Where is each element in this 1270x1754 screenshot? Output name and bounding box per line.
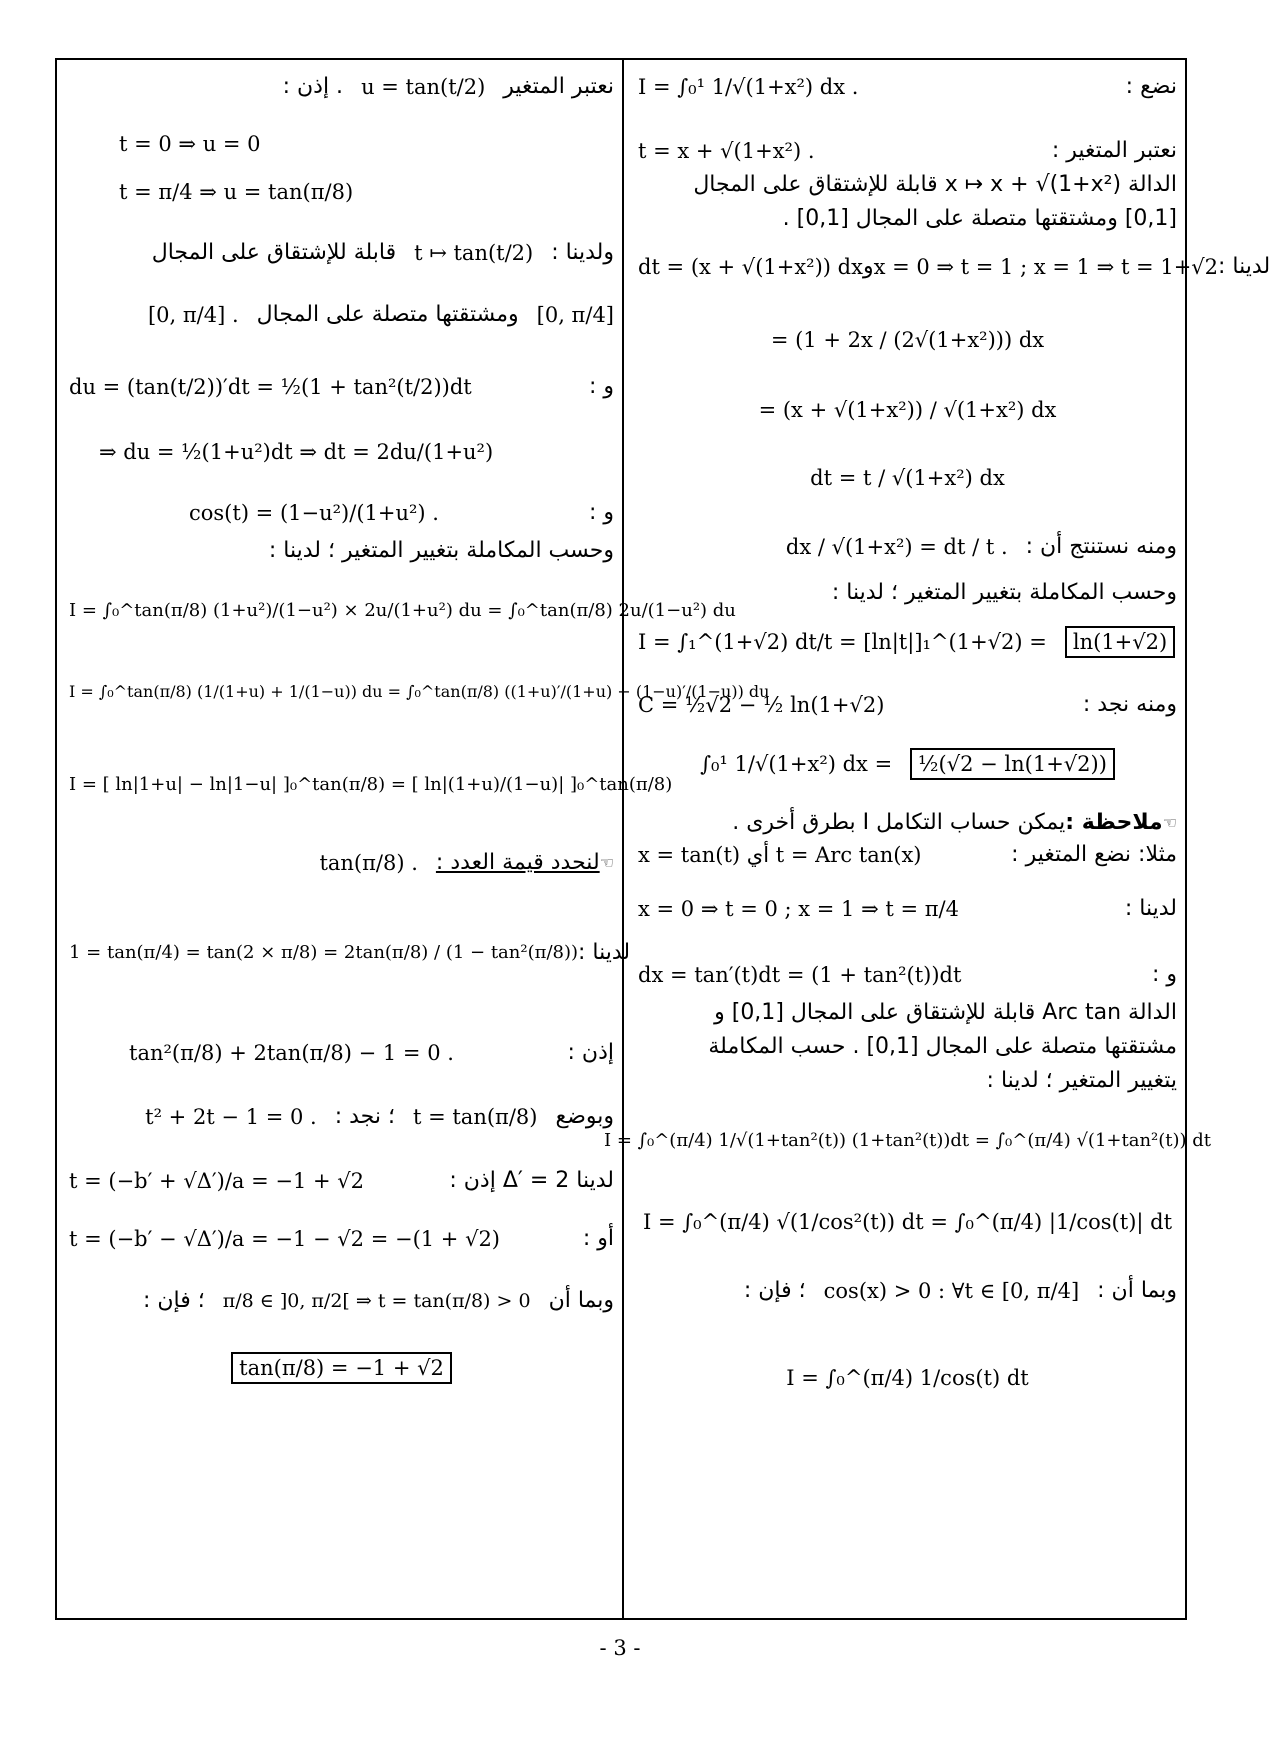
r2-row (638, 138, 1177, 163)
l13-formula: tan(π/8) . (319, 850, 418, 875)
l5-formula: [0, π/4] (536, 302, 614, 327)
r23-row (638, 1278, 1177, 1303)
r3-text: الدالة x ↦ x + √(1+x²) قابلة للإشتقاق على المجال (693, 172, 1177, 197)
l3-row (69, 180, 614, 204)
r13-formula: ∫₀¹ 1/√(1+x²) dx = (700, 752, 893, 776)
r14-text: يمكن حساب التكامل I بطرق أخرى . (732, 810, 1066, 835)
l1-formula: u = tan(t/2) (361, 74, 486, 99)
l10-row (69, 600, 736, 621)
l16-text: وبوضع (555, 1104, 614, 1129)
r23-formula: cos(x) > 0 : ∀t ∈ [0, π/4] (823, 1278, 1080, 1303)
pointing-hand-icon: ☜ (599, 853, 614, 872)
l15-text: إذن : (567, 1040, 614, 1065)
r7-formula: = (x + √(1+x²)) / √(1+x²) dx (758, 398, 1057, 422)
l4-row (69, 240, 614, 265)
r24-formula: I = ∫₀^(π/4) 1/cos(t) dt (786, 1366, 1029, 1390)
r9-row (638, 534, 1177, 559)
l14-row (69, 940, 631, 965)
r9-formula: dx / √(1+x²) = dt / t . (785, 534, 1008, 559)
l6-row (69, 374, 614, 399)
l18-text: أو : (582, 1226, 614, 1251)
l15-formula: tan²(π/8) + 2tan(π/8) − 1 = 0 . (129, 1040, 454, 1065)
l9-text: وحسب المكاملة بتغيير المتغير ؛ لدينا : (268, 538, 614, 563)
r18-row (638, 1000, 1177, 1025)
r13-row (638, 748, 1177, 780)
page-frame (55, 58, 1270, 1620)
l19-text2: ؛ فإن : (142, 1288, 205, 1313)
l14-text: لدينا : (578, 940, 631, 965)
right-column (603, 60, 1270, 1618)
r19-text: مشتقتها متصلة على المجال [0,1] . حسب المكاملة (708, 1034, 1177, 1059)
r20-text: يتغيير المتغير ؛ لدينا : (986, 1068, 1177, 1093)
l18-row (69, 1226, 614, 1251)
l2-formula: t = 0 ⇒ u = 0 (119, 132, 261, 156)
r4-row (638, 206, 1177, 231)
l20-row (69, 1352, 614, 1384)
r14-note-label: ملاحظة : (1065, 810, 1163, 835)
r16-row (638, 896, 1177, 921)
r21-formula: I = ∫₀^(π/4) 1/√(1+tan²(t)) (1+tan²(t))dt = ∫₀^(π/4) √(1+tan²(t)) dt (603, 1130, 1212, 1151)
l13-text: لنحدد قيمة العدد : (435, 850, 600, 875)
l5-formula2: [0, π/4] . (147, 302, 239, 327)
r5-system: x = 0 ⇒ t = 1 ; x = 1 ⇒ t = 1+√2 (873, 254, 1219, 279)
r2-formula: t = x + √(1+x²) . (638, 138, 815, 163)
l1-row (69, 74, 614, 99)
r12-text: ومنه نجد : (1082, 692, 1177, 717)
page-number: - 3 - (599, 1636, 641, 1660)
r18-text: الدالة Arc tan قابلة للإشتقاق على المجال [0,1] و (714, 1000, 1177, 1025)
r22-formula: I = ∫₀^(π/4) √(1/cos²(t)) dt = ∫₀^(π/4) |1/cos(t)| dt (642, 1210, 1173, 1234)
r10-text: وحسب المكاملة بتغيير المتغير ؛ لدينا : (831, 580, 1177, 605)
l4-formula: t ↦ tan(t/2) (414, 240, 534, 265)
r17-row (638, 962, 1177, 987)
l8-text: و : (588, 500, 614, 525)
r5-row (638, 254, 1270, 279)
l19-formula: π/8 ∈ ]0, π/2[ ⇒ t = tan(π/8) > 0 (222, 1289, 531, 1312)
r19-row (638, 1034, 1177, 1059)
r21-row (603, 1130, 1212, 1151)
r24-row (638, 1366, 1177, 1390)
r3-row (638, 172, 1177, 197)
l16-formula2: t² + 2t − 1 = 0 . (145, 1104, 317, 1129)
pointing-hand-icon: ☜ (1162, 813, 1177, 832)
r17-formula: dx = tan′(t)dt = (1 + tan²(t))dt (638, 962, 962, 987)
l11-row (69, 682, 770, 701)
r1-text: نضع : (1125, 74, 1177, 99)
l7-formula: ⇒ du = ½(1+u²)dt ⇒ dt = 2du/(1+u²) (99, 440, 494, 464)
r15-text: مثلا: نضع المتغير : (1011, 842, 1177, 867)
l5-row (69, 302, 614, 327)
l16-text2: ؛ نجد : (334, 1104, 395, 1129)
l17-formula: t = (−b′ + √Δ′)/a = −1 + √2 (69, 1168, 365, 1193)
r13-result-box: ½(√2 − ln(1+√2)) (910, 748, 1115, 780)
r16-system: x = 0 ⇒ t = 0 ; x = 1 ⇒ t = π/4 (638, 896, 959, 921)
r14-row (638, 810, 1177, 835)
l17-row (69, 1168, 614, 1193)
r16-text: لدينا : (1124, 896, 1177, 921)
l17-text: لدينا Δ′ = 2 إذن : (449, 1168, 614, 1193)
r15-formula: x = tan(t) أي t = Arc tan(x) (638, 842, 922, 867)
r15-row (638, 842, 1177, 867)
r7-row (638, 398, 1177, 422)
r5-formula: dt = (x + √(1+x²)) dx (638, 254, 863, 279)
r12-formula: C = ½√2 − ½ ln(1+√2) (638, 692, 885, 717)
l9-row (69, 538, 614, 563)
l6-text: و : (588, 374, 614, 399)
r1-row (638, 74, 1177, 99)
r6-row (638, 328, 1177, 352)
l8-row (69, 500, 614, 525)
l16-row (69, 1104, 614, 1129)
r20-row (638, 1068, 1177, 1093)
l12-row (69, 774, 673, 795)
r9-text: ومنه نستنتج أن : (1025, 534, 1177, 559)
l4-text: ولدينا : (551, 240, 614, 265)
r22-row (638, 1210, 1177, 1234)
r5-and: و (862, 254, 874, 279)
r23-text: وبما أن : (1097, 1278, 1177, 1303)
l19-text: وبما أن (548, 1288, 614, 1313)
l7-row (69, 440, 614, 464)
l2-row (69, 132, 614, 156)
l5-text: ومشتقتها متصلة على المجال (256, 302, 519, 327)
l10-formula: I = ∫₀^tan(π/8) (1+u²)/(1−u²) × 2u/(1+u²) du = ∫₀^tan(π/8) 2u/(1−u²) du (69, 600, 736, 621)
l18-formula: t = (−b′ − √Δ′)/a = −1 − √2 = −(1 + √2) (69, 1226, 501, 1251)
l1-text: نعتبر المتغير (503, 74, 614, 99)
l12-formula: I = [ ln|1+u| − ln|1−u| ]₀^tan(π/8) = [ ln|(1+u)/(1−u)| ]₀^tan(π/8) (69, 774, 673, 795)
l3-formula: t = π/4 ⇒ u = tan(π/8) (119, 180, 354, 204)
r4-text: [0,1] ومشتقتها متصلة على المجال [0,1] . (782, 206, 1177, 231)
l6-formula: du = (tan(t/2))′dt = ½(1 + tan²(t/2))dt (69, 374, 472, 399)
r11-formula: I = ∫₁^(1+√2) dt/t = [ln|t|]₁^(1+√2) = (638, 630, 1047, 654)
l20-result-box: tan(π/8) = −1 + √2 (231, 1352, 452, 1384)
r8-row (638, 466, 1177, 490)
l19-row (69, 1288, 614, 1313)
r5-text: لدينا : (1218, 254, 1270, 279)
l14-formula: 1 = tan(π/4) = tan(2 × π/8) = 2tan(π/8) / (1 − tan²(π/8)) (69, 942, 579, 963)
r6-formula: = (1 + 2x / (2√(1+x²))) dx (770, 328, 1045, 352)
l15-row (69, 1040, 614, 1065)
l11-formula: I = ∫₀^tan(π/8) (1/(1+u) + 1/(1−u)) du = ∫₀^tan(π/8) ((1+u)′/(1+u) − (1−u)′/(1−u)) du (69, 682, 770, 701)
r11-result-box: ln(1+√2) (1065, 626, 1175, 658)
l8-formula: cos(t) = (1−u²)/(1+u²) . (189, 500, 439, 525)
r11-row (638, 626, 1177, 658)
l1-text2: . إذن : (282, 74, 344, 99)
r2-text: نعتبر المتغير : (1051, 138, 1177, 163)
r17-text: و : (1151, 962, 1177, 987)
l16-formula: t = tan(π/8) (412, 1104, 538, 1129)
r8-formula: dt = t / √(1+x²) dx (810, 466, 1005, 490)
r23-text2: ؛ فإن : (743, 1278, 806, 1303)
r1-formula: I = ∫₀¹ 1/√(1+x²) dx . (638, 74, 859, 99)
l4-text2: قابلة للإشتقاق على المجال (151, 240, 397, 265)
l13-row (69, 850, 614, 875)
